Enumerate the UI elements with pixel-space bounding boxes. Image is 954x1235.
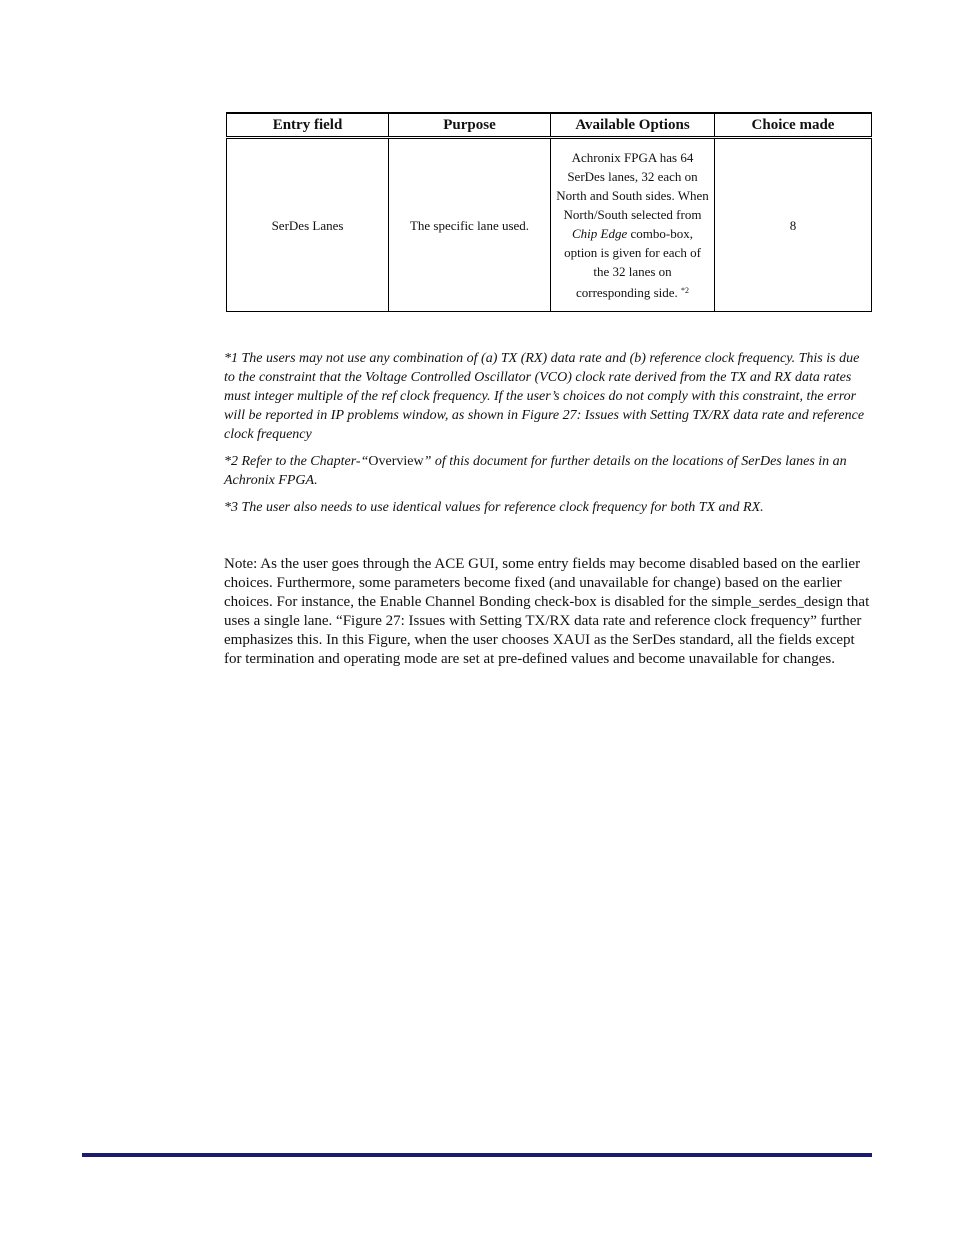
header-purpose: Purpose — [389, 113, 551, 138]
footnotes — [224, 349, 870, 525]
cell-entry-field: SerDes Lanes — [227, 138, 389, 312]
options-text-2: combo-box, option is given for each of the 32 lanes on corresponding side. — [564, 226, 701, 300]
header-available-options: Available Options — [551, 113, 715, 138]
table-header-row — [227, 113, 872, 138]
footnote-3: *3 The user also needs to use identical values for reference clock frequency for both TX and RX. — [224, 500, 764, 515]
footnote-1: *1 The users may not use any combination of (a) TX (RX) data rate and (b) reference clock frequency. This is due to the constraint that the Voltage Controlled Oscillator (VCO) clock rate derived from the TX and RX data rates must integer multiple of the ref clock frequency. If the user’s choices do not comply with this constraint, the error will be reported in IP problems window, as shown in Figure 27: Issues with Setting TX/RX data rate and reference clock frequency — [224, 351, 865, 442]
body-note-paragraph: Note: As the user goes through the ACE GUI, some entry fields may become disabled based on the earlier choices. Furthermore, some parameters become fixed (and unavailable for change) based on the earlier choices. For instance, the Enable Channel Bonding check-box is disabled for the simple_serdes_design that uses a single lane. “Figure 27: Issues with Setting TX/RX data rate and reference clock frequency” further emphasizes this. In this Figure, when the user chooses XAUI as the SerDes standard, all the fields except for termination and operating mode are set at pre-defined values and become unavailable for changes. — [224, 556, 870, 667]
cell-available-options — [551, 138, 715, 312]
footnote-2-post: ” of this document for further details on the locations of SerDes lanes in an Achronix FPGA. — [224, 454, 847, 488]
parameter-table-container — [226, 112, 871, 312]
header-choice-made: Choice made — [715, 113, 872, 138]
header-entry-field: Entry field — [227, 113, 389, 138]
cell-purpose: The specific lane used. — [389, 138, 551, 312]
footer-divider — [82, 1153, 872, 1157]
options-text-1: Achronix FPGA has 64 SerDes lanes, 32 each on North and South sides. When North/South selected from — [556, 150, 709, 222]
cell-choice-made: 8 — [715, 138, 872, 312]
options-italic: Chip Edge — [572, 226, 628, 241]
footnote-2-overview: Overview — [368, 454, 424, 469]
footnote-2-pre: *2 Refer to the Chapter-“ — [224, 454, 369, 469]
table-row — [227, 138, 872, 312]
options-footnote-ref: *2 — [681, 286, 690, 295]
footnote-2 — [224, 452, 870, 490]
parameter-table — [226, 112, 872, 312]
